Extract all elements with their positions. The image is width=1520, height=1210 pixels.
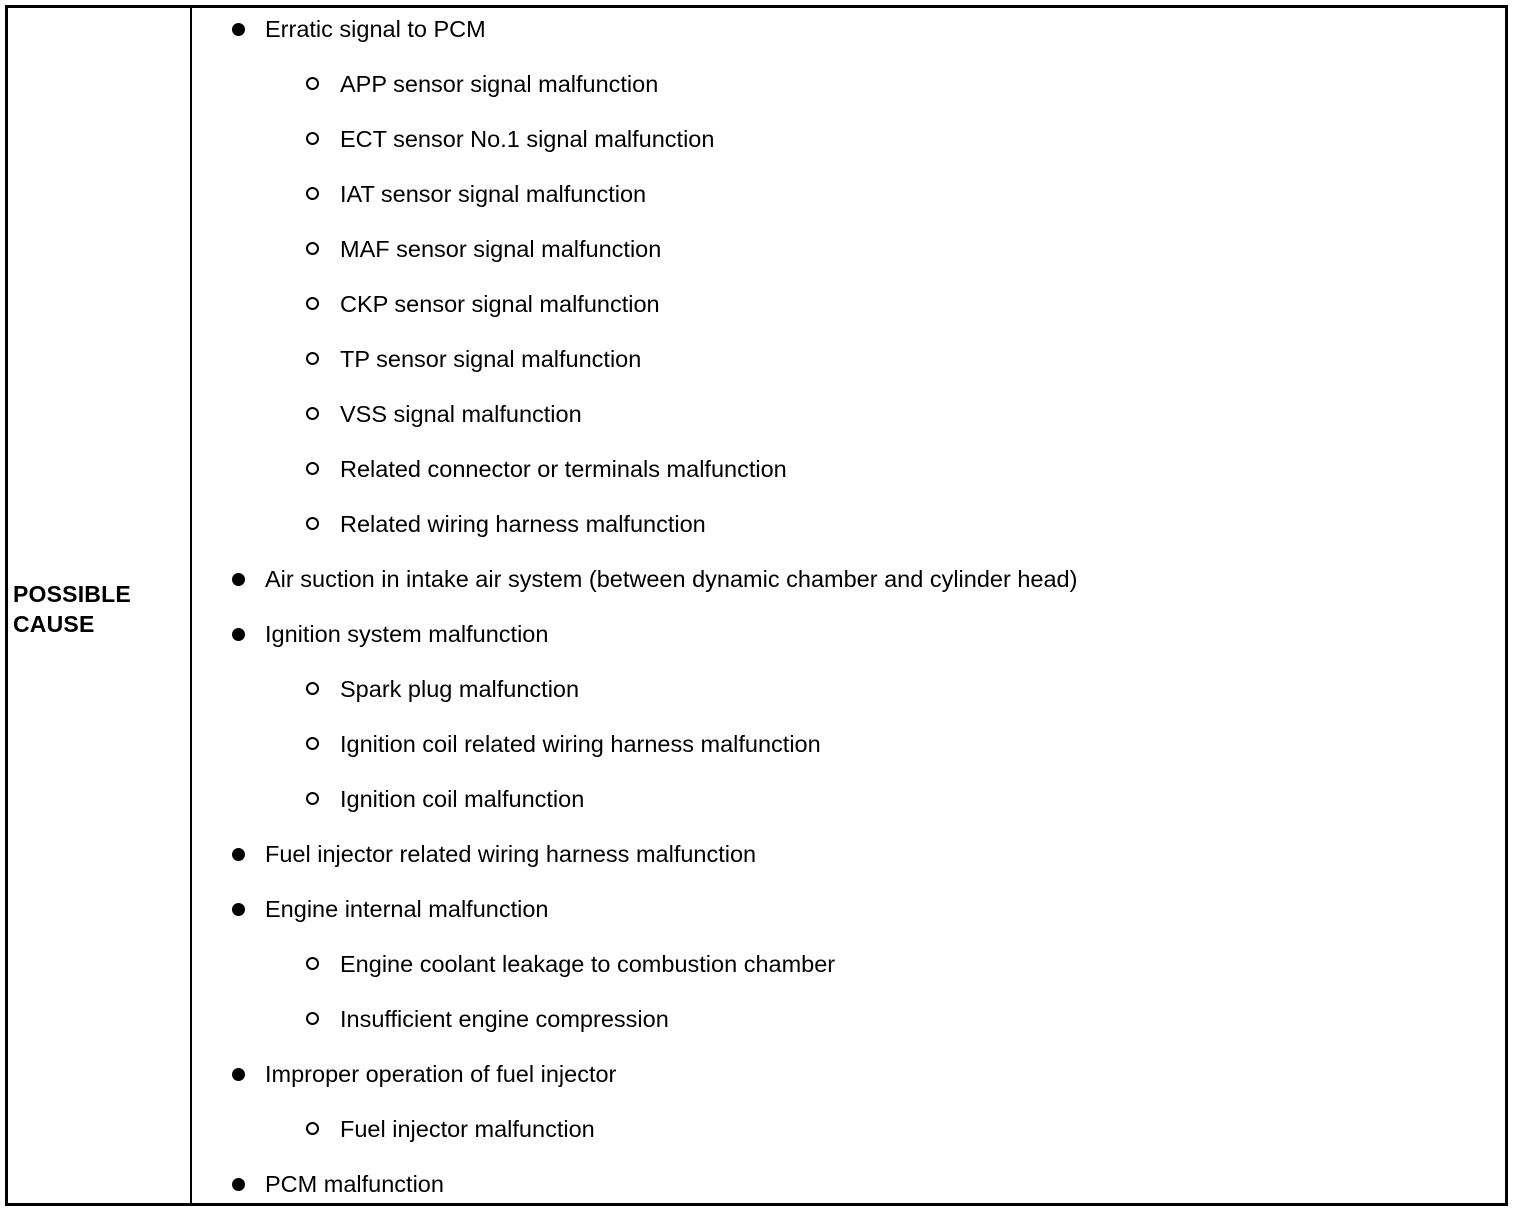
filled-bullet-icon (232, 573, 245, 586)
hollow-bullet-icon (306, 517, 319, 530)
cause-text: IAT sensor signal malfunction (340, 181, 647, 207)
hollow-bullet-icon (306, 1122, 319, 1135)
cause-text: Spark plug malfunction (340, 676, 580, 702)
hollow-bullet-icon (306, 462, 319, 475)
cause-text: MAF sensor signal malfunction (340, 236, 662, 262)
hollow-bullet-icon (306, 1012, 319, 1025)
hollow-bullet-icon (306, 352, 319, 365)
label-line-2: CAUSE (13, 611, 95, 637)
possible-cause-label (13, 579, 131, 639)
cause-text: Air suction in intake air system (between dynamic chamber and cylinder head) (265, 566, 1078, 592)
cause-text: Related wiring harness malfunction (340, 511, 706, 537)
cause-text: Engine internal malfunction (265, 896, 549, 922)
filled-bullet-icon (232, 628, 245, 641)
cause-text: Fuel injector malfunction (340, 1116, 595, 1142)
cause-text: PCM malfunction (265, 1171, 444, 1197)
filled-bullet-icon (232, 1068, 245, 1081)
filled-bullet-icon (232, 1178, 245, 1191)
hollow-bullet-icon (306, 77, 319, 90)
cause-text: Insufficient engine compression (340, 1006, 669, 1032)
cause-text: TP sensor signal malfunction (340, 346, 642, 372)
hollow-bullet-icon (306, 297, 319, 310)
cause-text: Ignition coil malfunction (340, 786, 585, 812)
hollow-bullet-icon (306, 187, 319, 200)
cause-text: Ignition system malfunction (265, 621, 549, 647)
cause-text: Related connector or terminals malfunction (340, 456, 787, 482)
hollow-bullet-icon (306, 957, 319, 970)
hollow-bullet-icon (306, 737, 319, 750)
possible-cause-table (5, 5, 1508, 1206)
cause-text: Improper operation of fuel injector (265, 1061, 617, 1087)
hollow-bullet-icon (306, 792, 319, 805)
hollow-bullet-icon (306, 682, 319, 695)
filled-bullet-icon (232, 848, 245, 861)
cause-text: Fuel injector related wiring harness malfunction (265, 841, 757, 867)
hollow-bullet-icon (306, 242, 319, 255)
filled-bullet-icon (232, 903, 245, 916)
label-line-1: POSSIBLE (13, 581, 131, 607)
hollow-bullet-icon (306, 132, 319, 145)
cause-text: ECT sensor No.1 signal malfunction (340, 126, 715, 152)
cause-text: Engine coolant leakage to combustion chamber (340, 951, 836, 977)
filled-bullet-icon (232, 23, 245, 36)
cause-text: APP sensor signal malfunction (340, 71, 659, 97)
cause-text: Erratic signal to PCM (265, 16, 486, 42)
cause-text: VSS signal malfunction (340, 401, 582, 427)
cause-text: Ignition coil related wiring harness malfunction (340, 731, 821, 757)
column-divider (190, 8, 192, 1203)
cause-text: CKP sensor signal malfunction (340, 291, 660, 317)
hollow-bullet-icon (306, 407, 319, 420)
